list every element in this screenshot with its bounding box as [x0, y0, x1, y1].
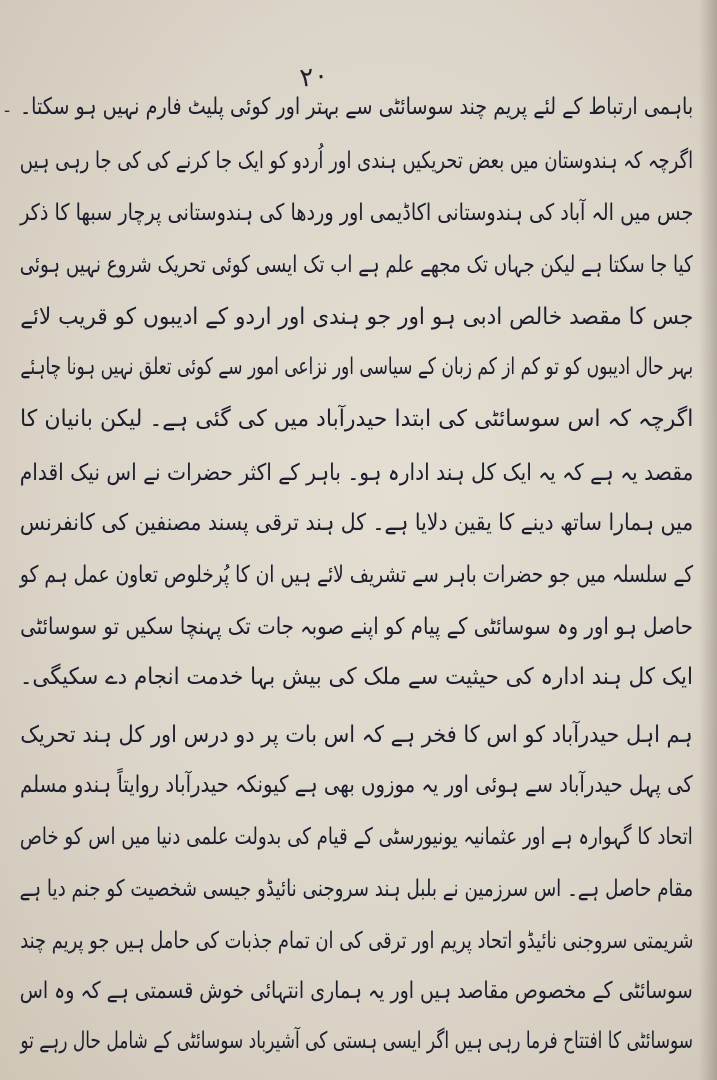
text-line-12: ایک کل ہند ادارہ کی حیثیت سے ملک کی بیش بہا خدمت انجام دے سکیگی۔ — [19, 664, 693, 690]
text-line-2: اگرچہ کہ ہندوستان میں بعض تحریکیں ہندی اور اُردو کو ایک جا کرنے کی کی جا رہی ہیں — [19, 148, 693, 174]
page-number: ۲۰ — [298, 60, 330, 94]
text-line-13: ہم اہل حیدرآباد کو اس کا فخر ہے کہ اس بات پر دو درس اور کل ہند تحریک — [20, 722, 693, 748]
text-line-6: بہر حال ادیبوں کو تو کم از کم زبان کے سیاسی اور نزاعی امور سے کوئی تعلق نہیں ہونا چاہئے — [20, 354, 693, 380]
text-line-1: باہمی ارتباط کے لئے پریم چند سوسائٹی سے بہتر اور کوئی پلیٹ فارم نہیں ہو سکتا۔ — [19, 94, 693, 120]
text-line-14: کی پہل حیدرآباد سے ہوئی اور یہ موزوں بھی ہے کیونکہ حیدرآباد روایتاً ہندو مسلم — [20, 772, 693, 798]
text-line-4: کیا جا سکتا ہے لیکن جہاں تک مجھے علم ہے اب تک ایسی کوئی تحریک شروع نہیں ہوئی — [19, 252, 693, 278]
text-line-16: مقام حاصل ہے۔ اس سرزمین نے بلبل ہند سروجنی نائیڈو جیسی شخصیت کو جنم دیا ہے — [19, 876, 693, 902]
margin-dash: - — [4, 100, 11, 121]
text-line-3: جس میں الہ آباد کی ہندوستانی اکاڈیمی اور وردھا کی ہندوستانی پرچار سبھا کا ذکر — [19, 200, 693, 226]
text-line-10: کے سلسلہ میں جو حضرات باہر سے تشریف لائے ہیں ان کا پُرخلوص تعاون عمل ہم کو — [19, 562, 693, 588]
text-line-7: اگرچہ کہ اس سوسائٹی کی ابتدا حیدرآباد میں کی گئی ہے۔ لیکن بانیان کا — [19, 406, 693, 432]
text-line-8: مقصد یہ ہے کہ یہ ایک کل ہند ادارہ ہو۔ باہر کے اکثر حضرات نے اس نیک اقدام — [19, 460, 693, 486]
page-edge-shadow — [699, 0, 717, 1080]
text-line-15: اتحاد کا گہوارہ ہے اور عثمانیہ یونیورسٹی کے قیام کی بدولت علمی دنیا میں اس کو خاص — [19, 824, 693, 850]
text-line-11: حاصل ہو اور وہ سوسائٹی کے پیام کو اپنے صوبہ جات تک پہنچا سکیں تو سوسائٹی — [20, 614, 693, 640]
text-line-18: سوسائٹی کے مخصوص مقاصد ہیں اور یہ ہماری انتہائی خوش قسمتی ہے کہ وہ اس — [20, 978, 693, 1004]
text-line-19: سوسائٹی کا افتتاح فرما رہی ہیں اگر ایسی ہستی کی آشیرباد سوسائٹی کے شامل حال رہے تو — [20, 1028, 693, 1054]
text-line-5: جس کا مقصد خالص ادبی ہو اور جو ہندی اور اردو کے ادیبوں کو قریب لائے — [19, 304, 693, 330]
text-line-9: میں ہمارا ساتھ دینے کا یقین دلایا ہے۔ کل ہند ترقی پسند مصنفین کی کانفرنس — [19, 510, 693, 536]
text-line-17: شریمتی سروجنی نائیڈو اتحاد پریم اور ترقی کی ان تمام جذبات کی حامل ہیں جو پریم چند — [19, 928, 693, 954]
